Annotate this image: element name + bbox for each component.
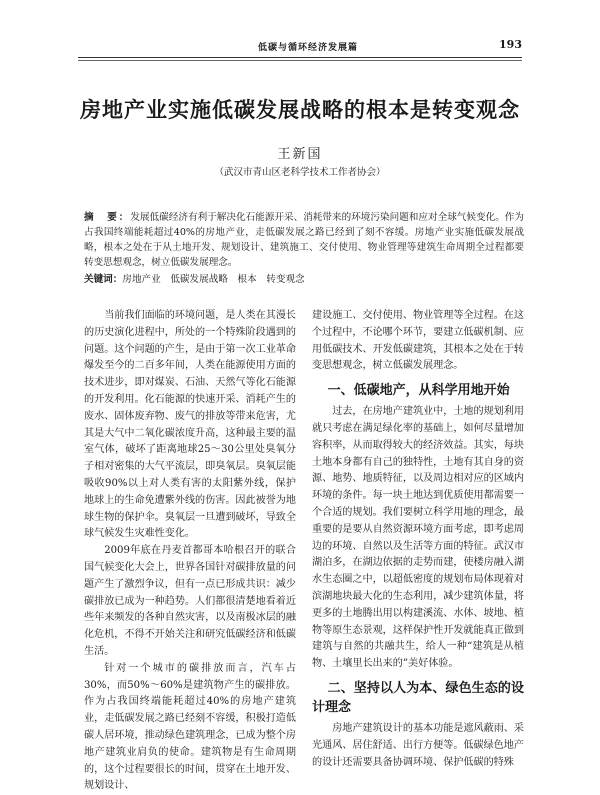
running-header (78, 38, 522, 56)
running-title: 低碳与循环经济发展篇 (258, 43, 359, 53)
header-rule (78, 57, 522, 58)
page-number: 193 (499, 38, 522, 51)
author-affiliation: （武汉市青山区老科学技术工作者协会） (214, 167, 386, 178)
keywords-label: 关键词： (84, 274, 123, 285)
keywords (84, 272, 524, 287)
body-left-column (84, 308, 296, 795)
header-rule-secondary (78, 60, 522, 61)
abstract-text: 发展低碳经济有利于解决化石能源开采、消耗带来的环境污染问题和应对全球气候变化。作为占我国终端能耗超过40%的房地产业，走低碳发展之路已经到了刻不容缓。房地产业实施低碳发展战略，根本之处在于从土地开发、规划设计、建筑施工、交付使用、物业管理等建筑生命周期全过程都要转变思想观念，树立低碳发展理念。 (84, 212, 525, 268)
article-title: 房地产业实施低碳发展战略的根本是转变观念 (80, 98, 520, 122)
body-paragraph: 房地产建筑设计的基本功能是遮风蔽雨、采光通风、居住舒适、出行方便等。低碳绿色地产的设计还需要具备协调环境、保护低碳的特殊 (312, 722, 524, 768)
keywords-text: 房地产业 低碳发展战略 根本 转变观念 (122, 274, 305, 285)
body-paragraph: 建设施工、交付使用、物业管理等全过程。在这个过程中，不论哪个环节，要建立低碳机制、应用低碳技术、开发低碳建筑，其根本之处在于转变思想观念，树立低碳发展理念。 (312, 310, 524, 372)
body-paragraph: 当前我们面临的环境问题，是人类在其漫长的历史演化进程中，所处的一个特殊阶段遇到的问题。这个问题的产生，是由于第一次工业革命爆发至今的二百多年间，人类在能源使用方面的技术进步，即对煤炭、石油、天然气等化石能源的开发利用。化石能源的快速开采、消耗产生的废水、固体废弃物、废气的排放等带来危害，尤其是大气中二氧化碳浓度升高，这种最主要的温室气体，破坏了距离地球25～30公里处臭氧分子相对密集的大气平流层，即臭氧层。臭氧层能吸收90%以上对人类有害的太阳紫外线，保护地球上的生命免遭紫外线的伤害。因此被誉为地球生物的保护伞。臭氧层一旦遭到破坏，导致全球气候发生灾难性变化。 (84, 310, 296, 540)
author-name: 王新国 (277, 147, 323, 162)
body-right-column (312, 308, 524, 771)
section-heading-2: 二、坚持以人为本、绿色生态的设计理念 (312, 680, 524, 715)
body-paragraph: 针对一个城市的碳排放而言，汽车占30%，而50%～60%是建筑物产生的碳排放。作为占我国终端能耗超过40%的房地产建筑业，走低碳发展之路已经刻不容缓，积极打造低碳人居环境，推动绿色建筑理念，已成为整个房地产建筑业肩负的使命。建筑物是有生命周期的，这个过程要很长的时间，贯穿在土地开发、规划设计、 (84, 662, 296, 792)
abstract-label: 摘 要： (84, 212, 131, 223)
abstract (84, 210, 524, 270)
body-paragraph: 2009年底在丹麦首都哥本哈根召开的联合国气候变化大会上，世界各国针对碳排放量的问题产生了激烈争议，但有一点已形成共识：减少碳排放已成为一种趋势。人们都很清楚地看着近些年来频发的各种自然灾害，以及南极冰层的融化危机，不得不开始关注和研究低碳经济和低碳生活。 (84, 545, 296, 657)
section-heading-1: 一、低碳地产，从科学用地开始 (327, 383, 510, 399)
body-paragraph: 过去，在房地产建筑业中，土地的规划利用就只考虑在满足绿化率的基础上，如何尽量增加容积率，从而取得较大的经济效益。其实，每块土地本身都有自己的独特性，土地有其自身的资源、地势、地质特征，以及周边相对应的区域内环境的条件。每一块土地达到优质使用都需要一个合适的规划。我们要树立科学用地的理念，最重要的是要从自然资源环境方面考虑，即考虑周边的环境、自然以及生活等方面的特征。武汉市湖泊多，在湖边依据的走势而建，使楼房融入湖水生态圈之中，以超低密度的规划布局体现着对滨湖地块最大化的生态利用，减少建筑体量，将更多的土地腾出用以构建溪流、水体、坡地、植物等原生态景观，这样保护性开发就能真正做到建筑与自然的共融共生，给人一种“建筑是从植物、土壤里长出来的”美好体验。 (312, 406, 524, 670)
